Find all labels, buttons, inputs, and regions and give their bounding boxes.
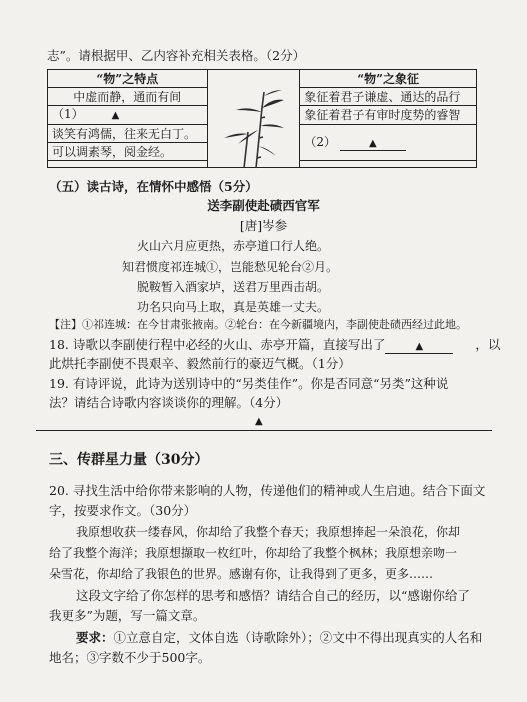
poem-line-3: 脱鞍暂入酒家垆，送君万里西击胡。 — [137, 280, 330, 294]
poem-author: [唐]岑参 — [239, 218, 288, 233]
poem-line-2: 知君惯度祁连城①，岂能愁见轮台②月。 — [122, 260, 339, 274]
left-row-3: 谈笑有鸿儒，往来无白丁。 — [48, 125, 208, 143]
q19-line-2: 法？请结合诗歌内容谈谈你的理解。（4分） — [49, 395, 289, 410]
left-row-1: 中虚而静，通而有间 — [48, 88, 208, 106]
passage-line-1: 我原想收获一缕春风，你却给了我整个春天；我原想捧起一朵浪花，你却 — [76, 525, 461, 539]
q18-line-2: 此烘托李副使不畏艰辛、毅然前行的豪迈气概。（1分） — [49, 356, 351, 371]
bamboo-painting-icon — [218, 88, 288, 170]
q19-line-1: 19. 有诗评说，此诗为送别诗中的“另类佳作”。你是否同意“另类”这种说 — [49, 376, 449, 391]
q19-answer-mark[interactable]: ▲ — [255, 416, 263, 427]
q20-line-2: 字，按要求作文。（30分） — [49, 503, 197, 518]
poem-title: 送李副使赴碛西官军 — [207, 198, 320, 213]
prompt-line-1: 这段文字给了你怎样的思考和感悟？请结合自己的经历，以“感谢你给了 — [76, 588, 470, 603]
table-instruction: 志”。请根据甲、乙内容补充相关表格。（2分） — [47, 48, 306, 63]
passage-line-3: 朵雪花，你却给了我银色的世界。感谢有你，让我得到了更多，更多…… — [49, 567, 434, 581]
q18-line-1: 18. 诗歌以李副使行程中必经的火山、赤亭开篇，直接写出了 ▲ ，以 — [49, 337, 501, 352]
right-row-2: 象征着君子有审时度势的睿智 — [300, 106, 477, 125]
q20-line-1: 20. 寻找生活中给你带来影响的人物，传递他们的精神或人生启迪。结合下面文 — [49, 483, 486, 498]
section5-title: （五）读古诗，在情怀中感悟（5分） — [49, 179, 258, 194]
poem-line-1: 火山六月应更热，赤亭道口行人绝。 — [137, 239, 330, 253]
requirements-line-2: 地名；③字数不少于500字。 — [49, 650, 211, 665]
q18-answer-blank[interactable]: ▲ — [385, 339, 453, 354]
requirements-line-1: 要求：①立意自定，文体自选（诗歌除外）；②文中不得出现真实的人名和 — [76, 630, 483, 645]
divider — [36, 430, 492, 431]
right-header: “物”之象征 — [300, 70, 477, 88]
poem-note: 【注】①祁连城：在今甘肃张掖南。②轮台：在今新疆境内，李副使赴碛西经过此地。 — [49, 318, 467, 331]
right-row-3[interactable]: （2） ▲ — [300, 125, 477, 161]
left-row-4: 可以调素琴，阅金经。 — [48, 143, 208, 161]
prompt-line-2: 我更多”为题，写一篇文章。 — [49, 608, 206, 623]
blank-mark-1: ▲ — [111, 110, 120, 121]
left-header: “物”之特点 — [48, 70, 208, 88]
poem-line-4: 功名只向马上取，真是英雄一丈夫。 — [137, 300, 330, 314]
passage-line-2: 给了我整个海洋；我原想撷取一枚红叶，你却给了我整个枫林；我原想亲吻一 — [49, 546, 458, 560]
section3-title: 三、传群星力量（30分） — [49, 452, 209, 468]
right-row-1: 象征着君子谦虚、通达的品行 — [300, 88, 477, 106]
blank-mark-2: ▲ — [368, 138, 377, 149]
left-row-2[interactable]: （1） ▲ — [48, 106, 208, 125]
